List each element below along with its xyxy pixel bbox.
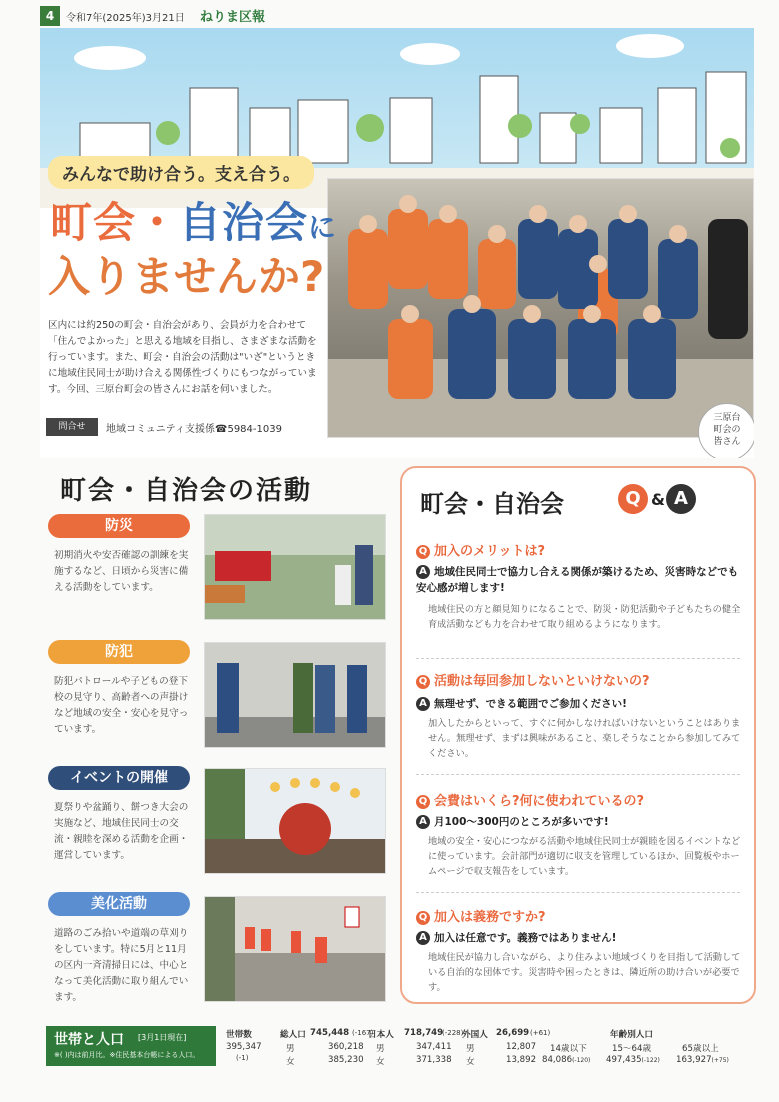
male-label: 男 [376, 1044, 385, 1054]
page-header [40, 6, 760, 28]
answer-body-3: 地域の安全・安心につながる活動や地域住民同士が親睦を図るイベントなどに使っています。会計部門が適切に収支を管理しているほか、回覧板やホームページで収支報告をしています。 [428, 836, 741, 877]
foreign-female: 13,892 [506, 1055, 537, 1065]
catchphrase: みんなで助け合う。支え合う。 [48, 156, 314, 189]
question-text: 加入は義務ですか? [434, 910, 546, 925]
age-15-64-label: 15～64歳 [612, 1044, 652, 1054]
main-title-line2: 入りませんか? [48, 252, 325, 301]
foreign-male: 12,807 [506, 1042, 537, 1052]
question-text: 加入のメリットは? [434, 544, 546, 559]
stats-label-box [46, 1026, 216, 1066]
q-icon: Q [416, 675, 430, 689]
answer-4 [416, 930, 746, 946]
hero-section [40, 28, 754, 458]
activity-crime-prevention [46, 640, 391, 750]
answer-2 [416, 696, 746, 712]
japanese-female: 371,338 [416, 1055, 452, 1065]
female-label: 女 [286, 1057, 295, 1067]
qa-ampersand: & [651, 490, 665, 509]
activity-label: 防犯 [48, 640, 190, 664]
a-icon: A [416, 815, 430, 829]
a-circle-icon: A [666, 484, 696, 514]
activity-photo-disaster [204, 514, 386, 620]
activity-photo-cleanup [204, 896, 386, 1002]
question-3 [416, 790, 644, 809]
activity-beautification [46, 892, 391, 1002]
total-change: (-167) [352, 1029, 374, 1037]
issue-date: 令和7年(2025年)3月21日 [66, 13, 185, 24]
households-value: 395,347 [226, 1042, 262, 1052]
population-stats [46, 1026, 752, 1068]
male-label: 男 [286, 1044, 295, 1054]
title-part2: 自治会 [179, 198, 309, 247]
female-label: 女 [466, 1057, 475, 1067]
answer-text: 月100～300円のところが多いです! [434, 816, 609, 828]
a-icon: A [416, 931, 430, 945]
q-icon: Q [416, 911, 430, 925]
q-icon: Q [416, 795, 430, 809]
answer-body-1: 地域住民の方と顔見知りになることで、防災・防犯活動や子どもたちの健全育成活動なども力を合わせて取り組めるようになります。 [428, 604, 741, 630]
photo-caption-2: 町会の [713, 425, 741, 435]
total-value: 745,448 [310, 1028, 350, 1038]
divider [416, 892, 740, 893]
answer-text: 加入は任意です。義務ではありません! [434, 932, 617, 944]
total-female: 385,230 [328, 1055, 364, 1065]
a-icon: A [416, 565, 430, 579]
total-male: 360,218 [328, 1042, 364, 1052]
main-title-line1 [50, 190, 337, 250]
title-part1: 町会・ [50, 198, 180, 247]
answer-text: 地域住民同士で協力し合える関係が築けるため、災害時などでも安心感が増します! [416, 566, 739, 594]
activity-label: イベントの開催 [48, 766, 190, 790]
question-2 [416, 670, 650, 689]
stats-date: [3月1日現在] [138, 1033, 187, 1042]
answer-body-2: 加入したからといって、すぐに何かしなければいけないということはありません。無理せず、まずは興味があること、楽しそうなことから参加してみてください。 [428, 718, 741, 759]
age-65-label: 65歳以上 [682, 1044, 719, 1054]
activity-disaster [46, 514, 391, 624]
stats-note: ※( )内は前月比。※住民基本台帳による人口。 [54, 1051, 200, 1059]
contact-text: 地域コミュニティ支援係☎5984-1039 [106, 424, 282, 435]
foreign-total: 26,699 [496, 1028, 530, 1038]
title-part3: に [308, 211, 338, 244]
foreign-label: 外国人 [462, 1030, 488, 1040]
qa-title: 町会・自治会 [420, 490, 564, 518]
question-1 [416, 540, 545, 559]
japanese-male: 347,411 [416, 1042, 452, 1052]
contact-label: 問合せ [46, 418, 98, 436]
answer-1 [416, 564, 746, 596]
contact-info [46, 418, 296, 438]
divider [416, 774, 740, 775]
a-icon: A [416, 697, 430, 711]
paper-name: ねりま区報 [200, 10, 266, 25]
activity-photo-festival [204, 768, 386, 874]
group-photo [327, 178, 754, 438]
activity-text: 道路のごみ拾いや道端の草刈りをしています。特に5月と11月の区内一斉清掃日には、中心となって美化活動に取り組んでいます。 [54, 928, 189, 1003]
q-icon: Q [416, 545, 430, 559]
activity-text: 夏祭りや盆踊り、餅つき大会の実施など、地域住民同士の交流・親睦を深める活動を企画・運営しています。 [54, 802, 189, 861]
stats-title: 世帯と人口 [54, 1032, 124, 1048]
answer-text: 無理せず、できる範囲でご参加ください! [434, 698, 627, 710]
foreign-change: (+61) [530, 1029, 551, 1037]
intro-text: 区内には約250の町会・自治会があり、会員が力を合わせて「住んでよかった」と思える地域を目指し、さまざまな活動を行っています。また、町会・自治会の活動は"いざ"というときに地域住民同士が助け合える関係性づくりにもつながっています。今回、三原台町会の皆さんにお話を伺いました。 [48, 320, 317, 395]
households-change: (-1) [236, 1054, 249, 1062]
page-number: 4 [40, 6, 60, 26]
total-label: 総人口 [280, 1030, 306, 1040]
activity-text: 防犯パトロールや子どもの登下校の見守り、高齢者への声掛けなど地域の安全・安心を見守っています。 [54, 676, 189, 735]
age-title: 年齢別人口 [610, 1030, 653, 1040]
question-4 [416, 906, 546, 925]
activity-label: 防災 [48, 514, 190, 538]
qa-box [400, 466, 756, 1004]
households-label: 世帯数 [226, 1030, 252, 1040]
photo-caption-3: 皆さん [713, 437, 741, 447]
activity-label: 美化活動 [48, 892, 190, 916]
activity-text: 初期消火や安否確認の訓練を実施するなど、日頃から災害に備える活動をしています。 [54, 550, 189, 593]
q-circle-icon: Q [618, 484, 648, 514]
age-65-value: 163,927(+75) [676, 1055, 729, 1065]
answer-3 [416, 814, 746, 830]
japanese-total: 718,749 [404, 1028, 444, 1038]
japanese-label: 日本人 [368, 1030, 394, 1040]
age-15-64-value: 497,435(-122) [606, 1055, 660, 1065]
activity-photo-patrol [204, 642, 386, 748]
divider [416, 658, 740, 659]
answer-body-4: 地域住民が協力し合いながら、より住みよい地域づくりを目指して活動している自治的な団体です。災害時や困ったときは、隣近所の助け合いが必要です。 [428, 952, 741, 993]
male-label: 男 [466, 1044, 475, 1054]
age-0-14-value: 84,086(-120) [542, 1055, 591, 1065]
japanese-change: (-228) [442, 1029, 464, 1037]
question-text: 会費はいくら?何に使われているの? [434, 794, 645, 809]
photo-caption-1: 三原台 [713, 413, 741, 423]
photo-caption-badge [698, 403, 754, 458]
question-text: 活動は毎回参加しないといけないの? [434, 674, 650, 689]
activity-events [46, 766, 391, 876]
female-label: 女 [376, 1057, 385, 1067]
age-0-14-label: 14歳以下 [550, 1044, 587, 1054]
activities-title: 町会・自治会の活動 [60, 476, 313, 506]
